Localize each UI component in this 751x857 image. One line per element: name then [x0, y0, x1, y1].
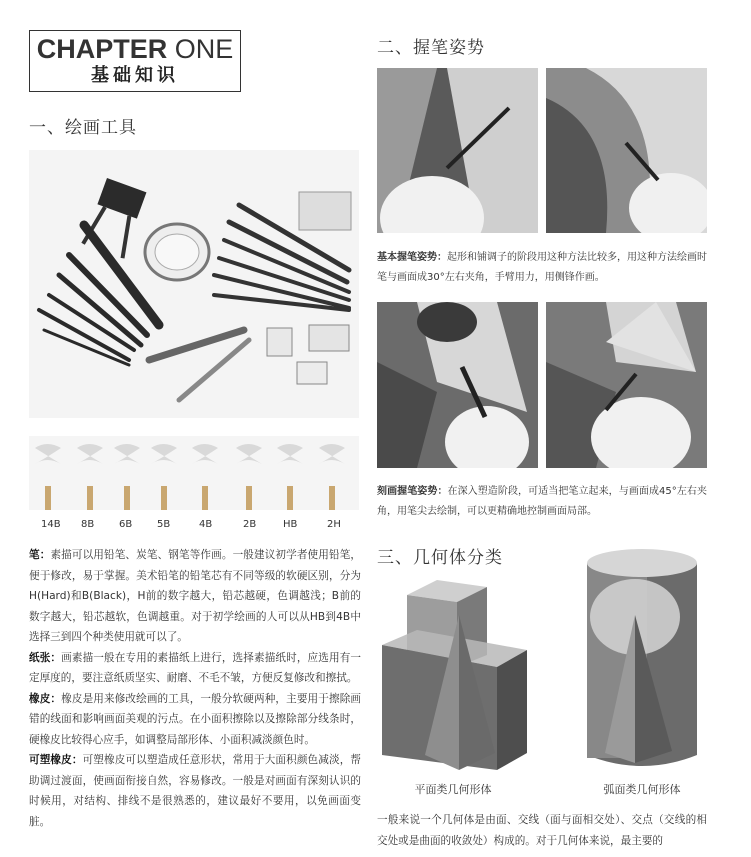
grade-label: 14B — [41, 519, 61, 530]
geometry-description: 一般来说一个几何体是由面、交线（面与面相交处）、交点（交线的相交处或是曲面的收敛处）构成的。对于几何体来说，最主要的 — [377, 814, 707, 847]
grade-label: 4B — [199, 519, 213, 530]
caption-basic-grip-term: 基本握笔姿势： — [377, 252, 447, 263]
pencil-grade-labels — [29, 519, 359, 533]
caption-detail-grip — [377, 482, 707, 522]
curved-geometry-figure — [577, 545, 707, 773]
tools-description — [29, 545, 361, 857]
plane-geometry-label: 平面类几何形体 — [414, 783, 492, 796]
grade-label: 6B — [119, 519, 133, 530]
grade-label: 2H — [327, 519, 341, 530]
drawing-tools-illustration — [29, 150, 359, 418]
chapter-subtitle: 基础知识 — [91, 65, 179, 86]
grade-label: 2B — [243, 519, 257, 530]
chapter-title-bold: CHAPTER — [36, 34, 168, 64]
grip-photo-detail-2 — [546, 302, 707, 468]
curved-geometry-illustration — [577, 545, 707, 773]
term-pencil: 笔： — [29, 549, 51, 561]
body-paper: 画素描一般在专用的素描纸上进行，选择素描纸时，应选用有一定厚度的，要注意纸质坚实、耐磨、不毛不皱，方便反复修改和擦拭。 — [29, 651, 361, 684]
grade-label: 5B — [157, 519, 171, 530]
caption-detail-grip-body: 在深入塑造阶段，可适当把笔立起来，与画面成45°左右夹角，用笔尖去绘制，可以更精确地控制画面局部。 — [377, 486, 707, 517]
pencil-grades-photo — [29, 436, 359, 510]
section-heading-pencil-grip: 二、握笔姿势 — [377, 38, 485, 58]
term-kneaded-eraser: 可塑橡皮： — [29, 754, 83, 766]
paragraph-paper — [29, 648, 361, 689]
caption-basic-grip — [377, 248, 707, 288]
term-paper: 纸张： — [29, 651, 62, 664]
paragraph-pencil — [29, 545, 361, 648]
grip-photo-detail-1 — [377, 302, 538, 468]
term-eraser: 橡皮： — [29, 692, 62, 705]
grip-photo-basic-1-illustration — [377, 68, 538, 233]
chapter-title-light: ONE — [167, 34, 234, 64]
paragraph-kneaded-eraser — [29, 750, 361, 832]
section-heading-geometry: 三、几何体分类 — [377, 548, 503, 568]
pencil-grades-illustration — [29, 436, 359, 510]
curved-geometry-label: 弧面类几何形体 — [603, 783, 681, 796]
caption-detail-grip-term: 刻画握笔姿势： — [377, 486, 448, 497]
caption-basic-grip-body: 起形和铺调子的阶段用这种方法比较多，用这种方法绘画时笔与画面成30°左右夹角，手臂用力，用侧锋作画。 — [377, 252, 707, 283]
grip-photo-detail-1-illustration — [377, 302, 538, 468]
grade-label: 8B — [81, 519, 95, 530]
section-heading-drawing-tools: 一、绘画工具 — [29, 118, 137, 138]
body-kneaded-eraser: 可塑橡皮可以塑造成任意形状，常用于大面积颜色减淡，帮助调过渡面，使画面衔接自然，容易修改。一般是对画面有深刻认识的时候用，对结构、排线不是很熟悉的，建议最好不要用，以免画面变脏。 — [29, 754, 361, 828]
grip-photo-basic-2 — [546, 68, 707, 233]
plane-geometry-figure — [377, 575, 529, 775]
plane-geometry-illustration — [377, 575, 529, 775]
chapter-title-box — [29, 30, 241, 92]
body-eraser: 橡皮是用来修改绘画的工具，一般分软硬两种，主要用于擦除画错的线面和影响画面美观的污点。在小面积擦除以及擦除部分线条时，硬橡皮比较得心应手，如调整局部形体、小面积减淡颜色时。 — [29, 692, 361, 746]
grip-photo-basic-1 — [377, 68, 538, 233]
body-pencil: 素描可以用铅笔、炭笔、钢笔等作画。一般建议初学者使用铅笔，便于修改，易于掌握。美术铅笔的铅笔芯有不同等级的软硬区别，分为H(Hard)和B(Black)，H前的数字越大，铅芯越硬，色调越浅；B前的数字越大，铅芯越软，色调越重。对于初学绘画的人可以从HB到4B中选择三到四个种类使用就可以了。 — [29, 549, 361, 643]
chapter-title — [30, 34, 240, 64]
drawing-tools-photo — [29, 150, 359, 418]
grip-photo-basic-2-illustration — [546, 68, 707, 233]
paragraph-eraser — [29, 689, 361, 751]
grip-photo-detail-2-illustration — [546, 302, 707, 468]
grade-label: HB — [283, 519, 298, 530]
